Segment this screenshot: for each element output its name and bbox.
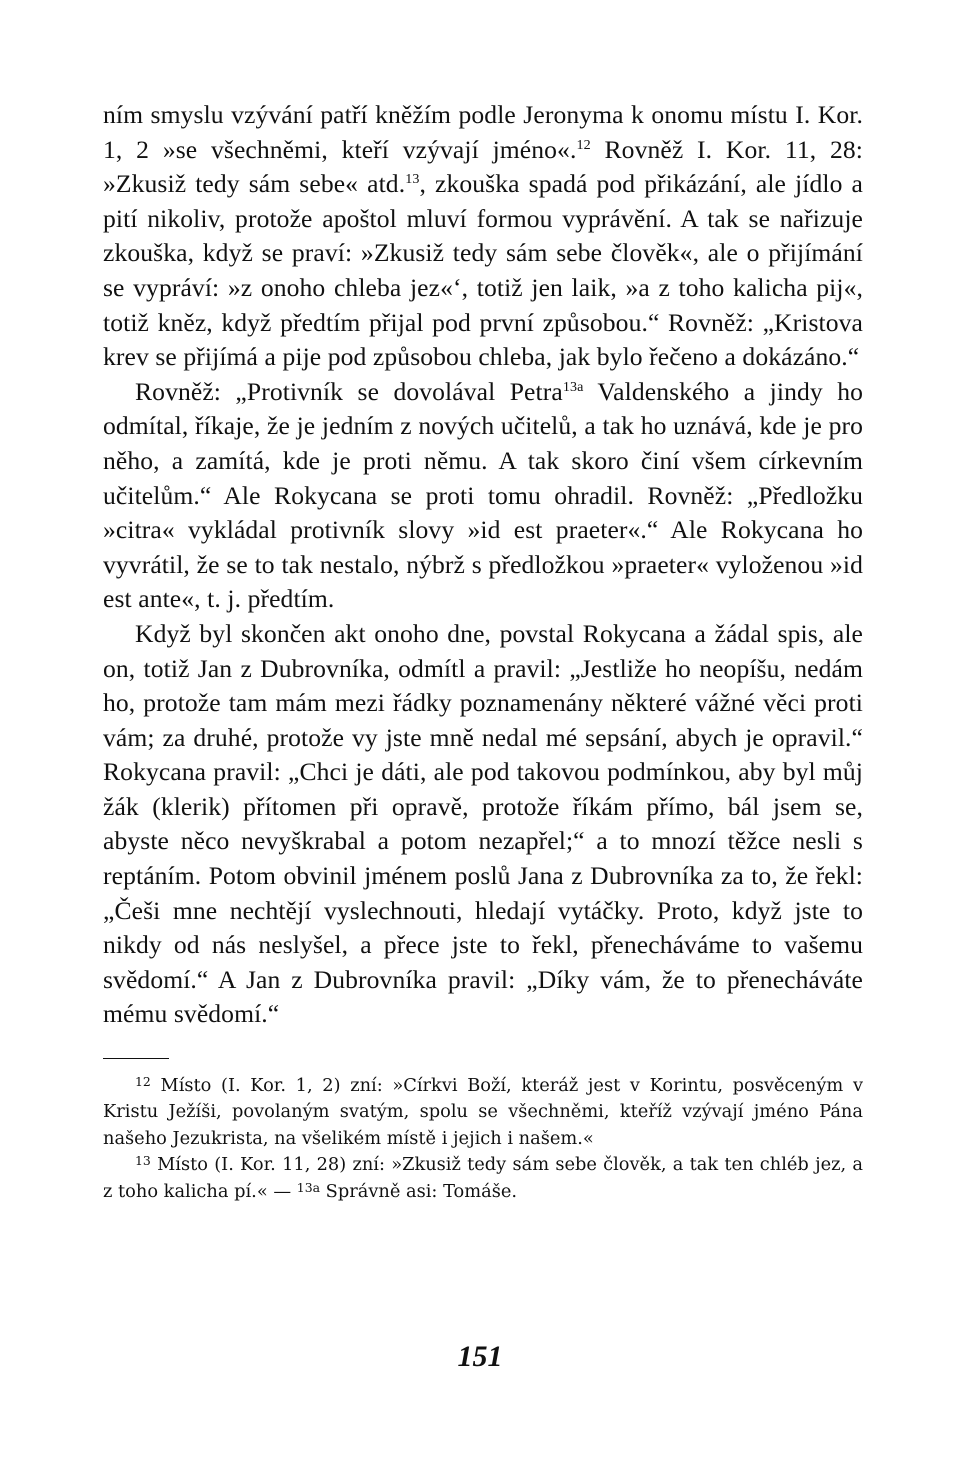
footnote-12 [103, 1073, 863, 1152]
page-content [103, 98, 863, 1205]
footnote-13 [103, 1152, 863, 1205]
footnotes [103, 1073, 863, 1205]
footnote-ref-12[interactable]: 12 [576, 136, 591, 153]
footnote-ref-13a[interactable]: 13a [562, 378, 584, 395]
paragraph-3: Když byl skončen akt onoho dne, povstal Rokycana a žádal spis, ale on, totiž Jan z Dubrovníka, odmítl a pravil: „Jestliže ho neopíšu, nedám ho, protože tam mám mezi řádky poznamenány některé vážné věci proti vám; za druhé, protože vy jste mně nedal mé sepsání, abych je opravil.“ Rokycana pravil: „Chci je dáti, ale pod takovou podmínkou, aby byl můj žák (klerik) přítomen při opravě, protože říkám přímo, bál jsem se, abyste něco nevyškrabal a potom nezapřel;“ a to mnozí těžce nesli s reptáním. Potom obvinil jménem poslů Jana z Dubrovníka za to, že řekl: „Češi mne nechtějí vyslechnouti, hledají vytáčky. Proto, když jste to nikdy od nás neslyšel, a přece jste to řekl, přenecháváme to vašemu svědomí.“ A Jan z Dubrovníka pravil: „Díky vám, že to přenecháváte mému svědomí.“ [103, 618, 863, 1029]
footnote-13a-mark: 13a [296, 1179, 321, 1195]
paragraph-2-text-b: Valdenského a jindy ho odmítal, říkaje, že je jedním z nových učitelů, a tak ho uznává, kde je pro něho, a zamítá, kde je proti němu. A tak skoro činí všem církevním učitelům.“ Ale Rokycana se proti tomu ohradil. Rovněž: „Předložku »citra« vykládal protivník slovy »id est praeter«.“ Ale Rokycana ho vyvrátil, že se to tak nestalo, nýbrž s předložkou »praeter« vyloženou »id est ante«, t. j. předtím. [103, 376, 863, 614]
main-text [103, 98, 863, 1032]
footnote-12-mark: 12 [135, 1074, 151, 1090]
footnote-13a-text: Správně asi: Tomáše. [320, 1180, 518, 1202]
footnote-12-text: Místo (I. Kor. 1, 2) zní: »Církvi Boží, kteráž jest v Korintu, posvěceným v Kristu Ježíši, povolaným svatým, spolu se všechněmi, kteříž vzývají jméno Pána našeho Jezukrista, na všelikém místě i jejich i našem.« [103, 1075, 863, 1149]
paragraph-2 [103, 375, 863, 617]
paragraph-1-text-b: Rovněž I. Kor. 11, 28: »Zkusiž tedy sám sebe« atd. [103, 134, 863, 199]
paragraph-1 [103, 98, 863, 375]
paragraph-1-text-a: ním smyslu vzývání patří kněžím podle Jeronyma k onomu místu I. Kor. 1, 2 »se všechněmi, kteří vzývají jméno«. [103, 100, 863, 164]
footnote-ref-13[interactable]: 13 [405, 171, 420, 188]
footnote-13-text: Místo (I. Kor. 11, 28) zní: »Zkusiž tedy sám sebe člověk, a tak ten chléb jez, a z toho kalicha pí.« — [103, 1154, 863, 1202]
footnote-divider [103, 1058, 169, 1059]
paragraph-2-text-a: Rovněž: „Protivník se dovolával Petra [135, 376, 563, 406]
footnote-13-mark: 13 [135, 1153, 151, 1169]
page-number: 151 [457, 1340, 503, 1373]
paragraph-1-text-c: , zkouška spadá pod přikázání, ale jídlo a pití nikoliv, protože apoštol mluví formou vyprávění. A tak se nařizuje zkouška, když se praví: »Zkusiž tedy sám sebe člověk«, ale o přijímání se vypráví: »z onoho chleba jez«‘, totiž jen laik, »a z toho kalicha pij«, totiž kněz, když předtím přijal pod první způsobou.“ Rovněž: „Kristova krev se přijímá a pije pod způsobou chleba, jak bylo řečeno a dokázáno.“ [103, 169, 863, 372]
